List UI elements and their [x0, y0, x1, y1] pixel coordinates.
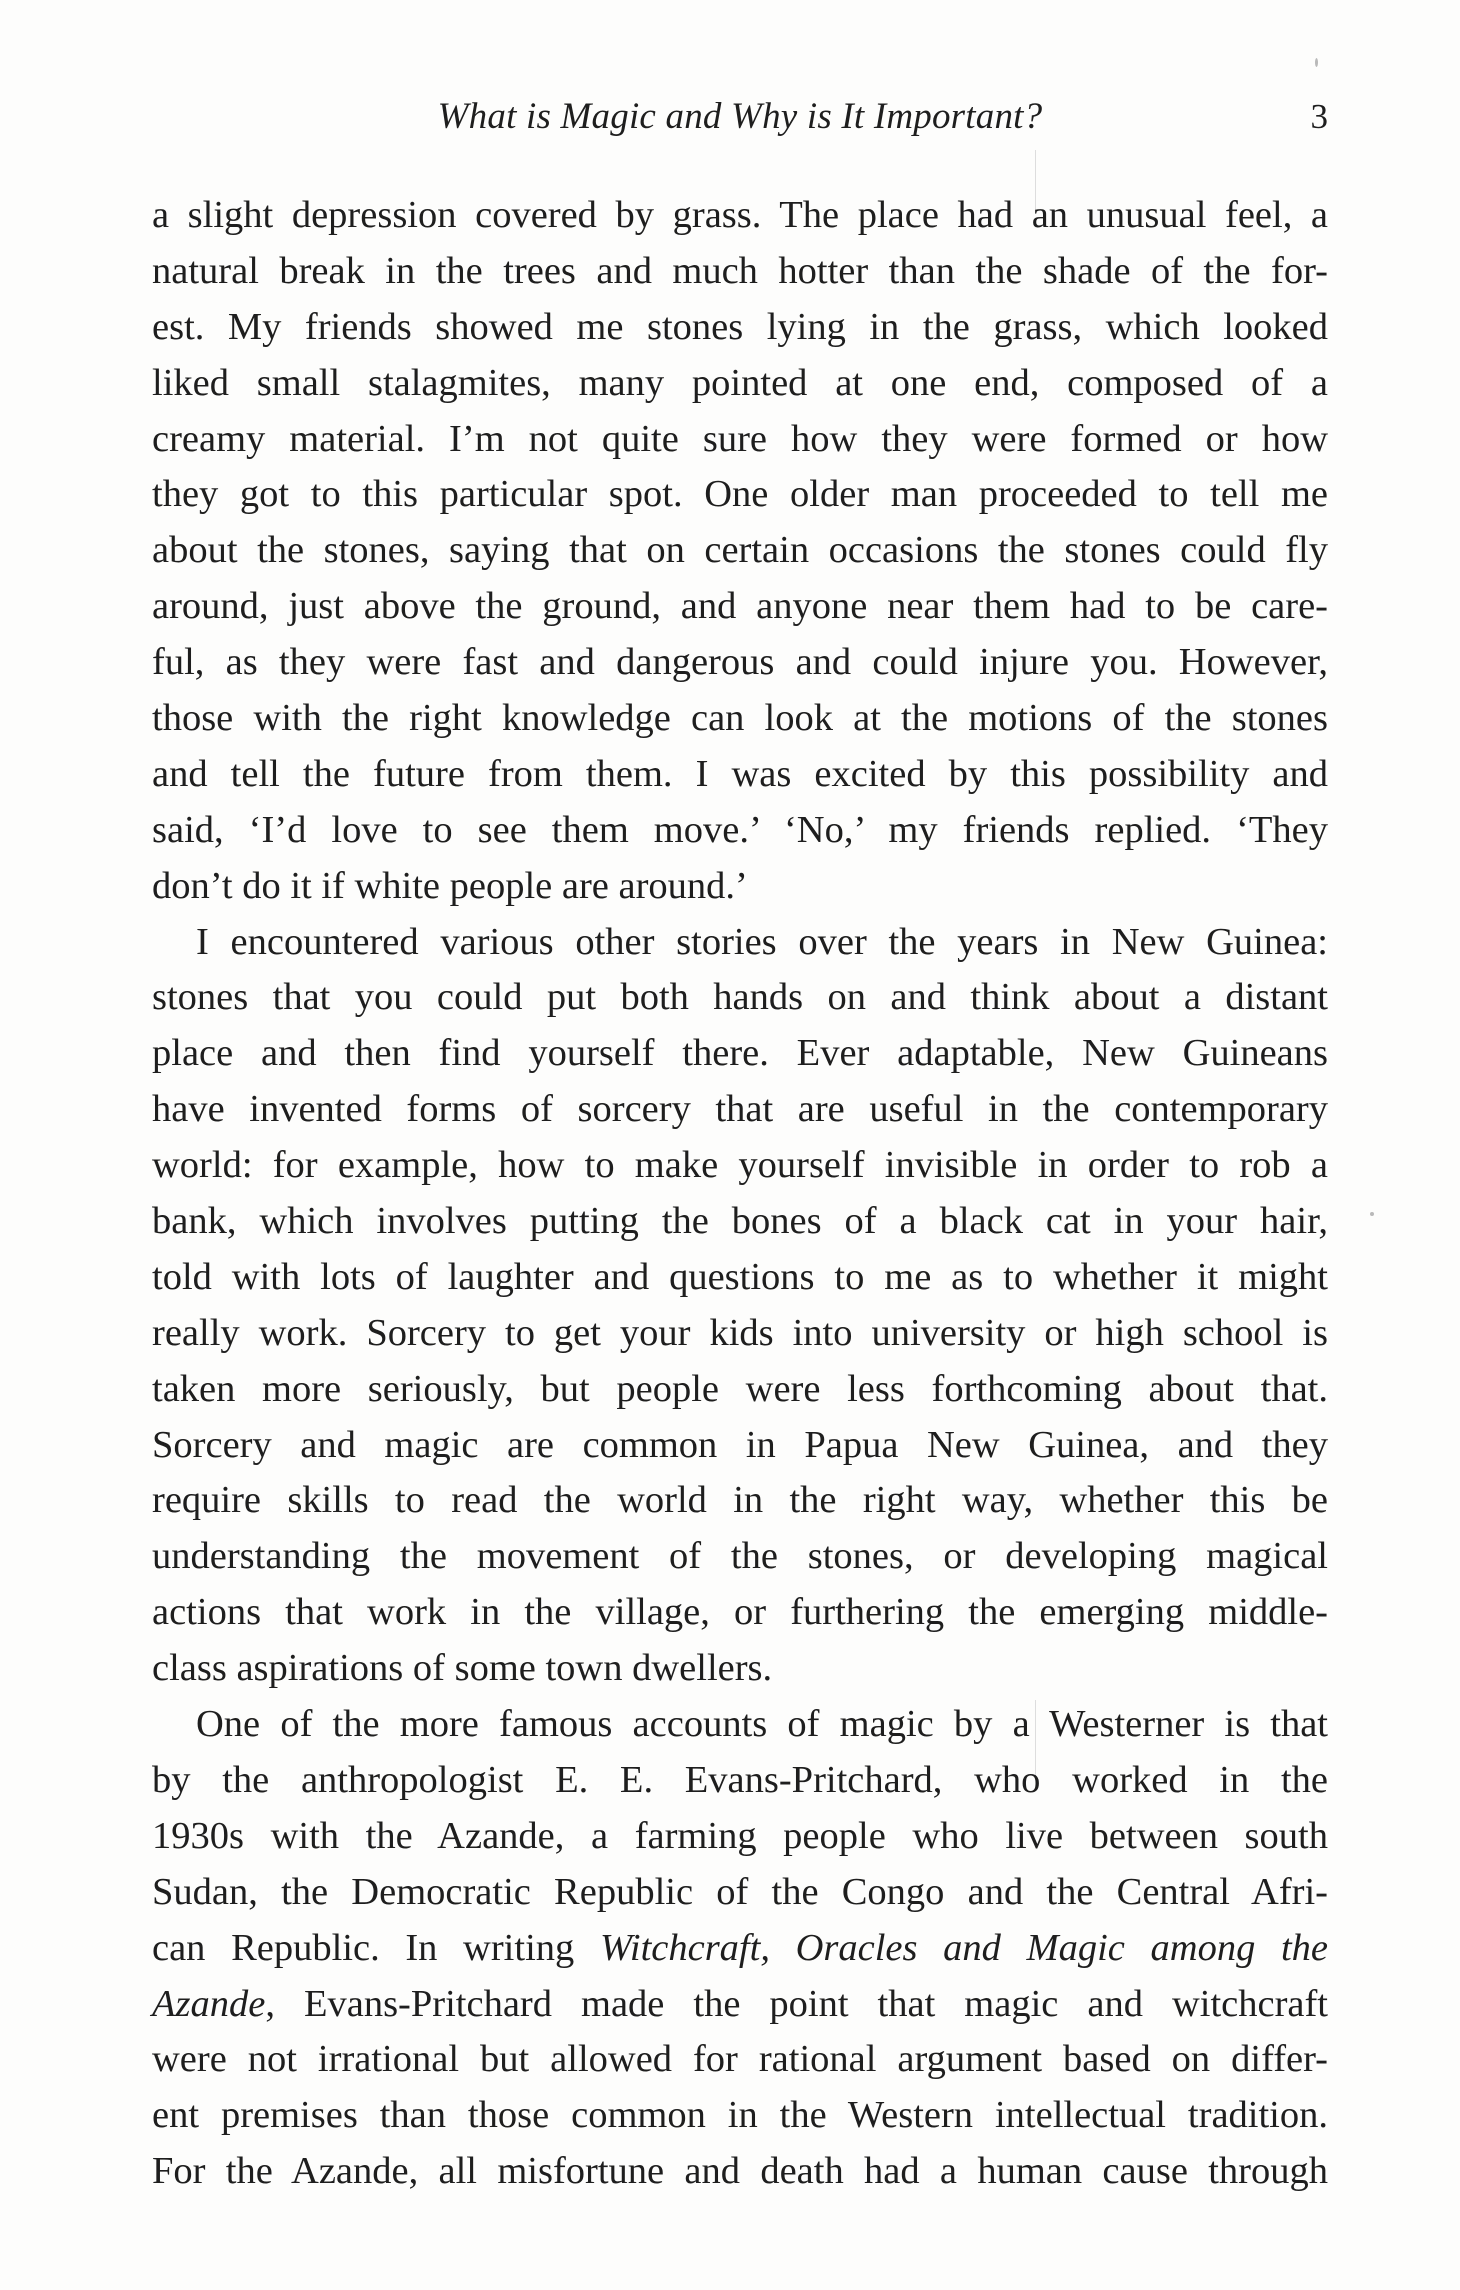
text-line: 1930s with the Azande, a farming people who live between south	[152, 1814, 1328, 1857]
text-line: est. My friends showed me stones lying in the grass, which looked	[152, 305, 1328, 348]
text-line: creamy material. I’m not quite sure how they were formed or how	[152, 417, 1328, 460]
text-segment: , Evans-Pritchard made the point that magic and witchcraft	[265, 1982, 1328, 2025]
page-number: 3	[1310, 97, 1328, 136]
text-line: actions that work in the village, or furthering the emerging middle-	[152, 1591, 1328, 1634]
paper-speck	[1315, 58, 1318, 67]
running-title: What is Magic and Why is It Important?	[437, 96, 1043, 137]
text-line: liked small stalagmites, many pointed at one end, composed of a	[152, 361, 1328, 404]
text-line: For the Azande, all misfortune and death had a human cause through	[152, 2150, 1328, 2193]
text-line: by the anthropologist E. E. Evans-Pritchard, who worked in the	[152, 1758, 1328, 1801]
text-line: place and then find yourself there. Ever adaptable, New Guineans	[152, 1032, 1328, 1075]
text-line: about the stones, saying that on certain occasions the stones could fly	[152, 529, 1328, 572]
text-line: have invented forms of sorcery that are useful in the contemporary	[152, 1088, 1328, 1131]
text-line: really work. Sorcery to get your kids into university or high school is	[152, 1311, 1328, 1354]
text-line: natural break in the trees and much hotter than the shade of the for-	[152, 249, 1328, 292]
book-title-italic: Witchcraft, Oracles and Magic among the	[599, 1926, 1329, 1969]
paragraph-start-line: I encountered various other stories over the years in New Guinea:	[196, 920, 1328, 963]
paragraph-end-line: don’t do it if white people are around.’	[152, 864, 748, 907]
text-line: taken more seriously, but people were less forthcoming about that.	[152, 1367, 1328, 1410]
text-line: around, just above the ground, and anyone near them had to be care-	[152, 585, 1328, 628]
text-line: world: for example, how to make yourself invisible in order to rob a	[152, 1144, 1328, 1187]
text-line: and tell the future from them. I was excited by this possibility and	[152, 752, 1328, 795]
text-line: those with the right knowledge can look at the motions of the stones	[152, 697, 1328, 740]
text-line: understanding the movement of the stones, or developing magical	[152, 1535, 1328, 1578]
text-line	[152, 1977, 1328, 2033]
text-line: Sudan, the Democratic Republic of the Congo and the Central Afri-	[152, 1870, 1328, 1913]
text-line: ful, as they were fast and dangerous and could injure you. However,	[152, 641, 1328, 684]
text-line	[152, 1921, 1328, 1977]
text-line: bank, which involves putting the bones of a black cat in your hair,	[152, 1200, 1328, 1243]
text-segment: can Republic. In writing	[152, 1926, 575, 1969]
text-line: said, ‘I’d love to see them move.’ ‘No,’ my friends replied. ‘They	[152, 808, 1328, 851]
running-head	[152, 92, 1328, 152]
text-line: ent premises than those common in the Western intellectual tradition.	[152, 2094, 1328, 2137]
text-line: a slight depression covered by grass. The place had an unusual feel, a	[152, 194, 1328, 236]
paragraph-end-line: class aspirations of some town dwellers.	[152, 1647, 773, 1690]
text-line: were not irrational but allowed for rational argument based on differ-	[152, 2038, 1328, 2081]
body-text	[152, 188, 1328, 2200]
text-line: require skills to read the world in the right way, whether this be	[152, 1479, 1328, 1522]
text-line: they got to this particular spot. One older man proceeded to tell me	[152, 473, 1328, 516]
text-line: told with lots of laughter and questions to me as to whether it might	[152, 1255, 1328, 1298]
text-line: stones that you could put both hands on and think about a distant	[152, 976, 1328, 1019]
paragraph-start-line: One of the more famous accounts of magic by a Westerner is that	[196, 1703, 1328, 1746]
paper-speck	[1370, 1212, 1374, 1216]
book-title-italic: Azande	[152, 1982, 266, 2025]
text-line: Sorcery and magic are common in Papua New Guinea, and they	[152, 1423, 1328, 1466]
